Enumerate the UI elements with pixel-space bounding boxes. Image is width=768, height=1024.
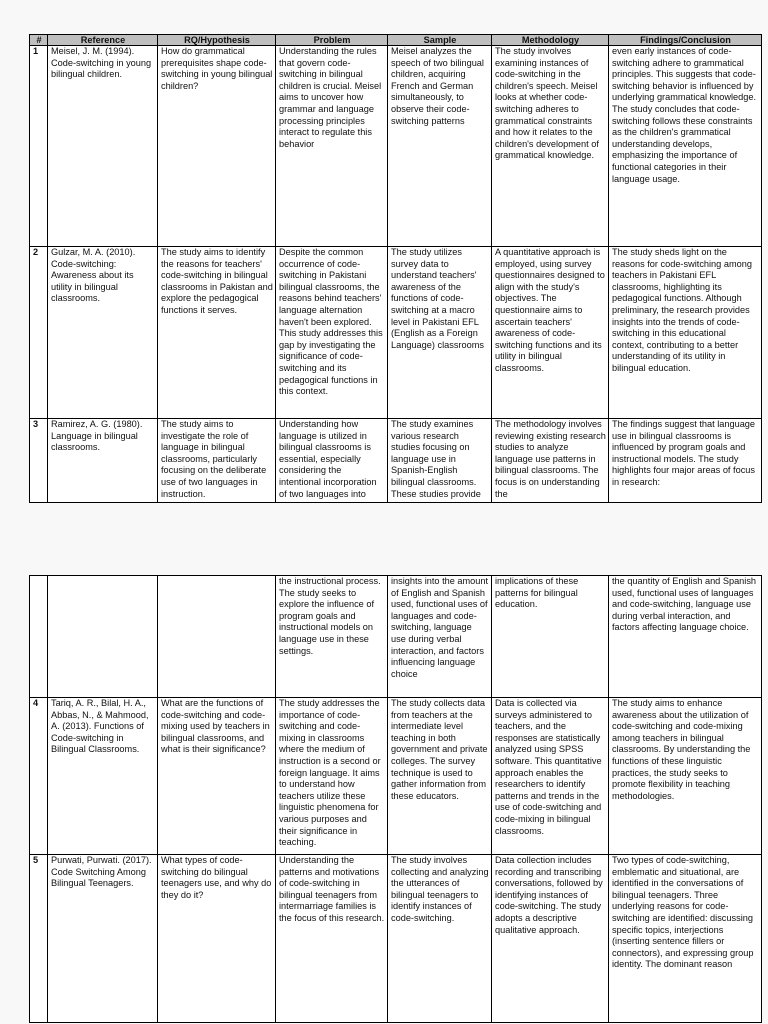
- header-sample: Sample: [388, 35, 492, 46]
- problem-cell: Understanding the rules that govern code-switching in bilingual children is crucial. Meisel aims to uncover how grammar and language processing principles interact to regulate this behavior: [276, 46, 388, 247]
- methodology-cell: The methodology involves reviewing existing research studies to analyze language use patterns in bilingual classrooms. The focus is on understanding the: [492, 419, 609, 503]
- sample-cell: The study collects data from teachers at the intermediate level teaching in both government and private colleges. The survey technique is used to gather information from these educators.: [388, 698, 492, 855]
- findings-cell: Two types of code-switching, emblematic and situational, are identified in the conversations of bilingual teenagers. Three underlying reasons for code-switching are identified: discussing specific topics, interjections (inserting sentence fillers or connectors), and expressing group identity. The dominant reason: [609, 855, 762, 1023]
- reference-cell: Ramirez, A. G. (1980). Language in bilingual classrooms.: [48, 419, 158, 503]
- header-number: #: [30, 35, 48, 46]
- reference-cell: Purwati, Purwati. (2017). Code Switching Among Bilingual Teenagers.: [48, 855, 158, 1023]
- findings-cell: even early instances of code-switching adhere to grammatical principles. This suggests that code-switching behavior is influenced by underlying grammatical knowledge. The study concludes that code-switching follows these constraints as the children's grammatical understanding develops, emphasizing the importance of functional categories in their language usage.: [609, 46, 762, 247]
- reference-cell: [48, 576, 158, 698]
- table-row-continuation: [30, 576, 762, 698]
- methodology-cell: implications of these patterns for bilingual education.: [492, 576, 609, 698]
- problem-cell: the instructional process. The study seeks to explore the influence of program goals and instructional models on language use in these settings.: [276, 576, 388, 698]
- row-number: 1: [30, 46, 48, 247]
- rq-cell: [158, 576, 276, 698]
- table-row: [30, 247, 762, 419]
- table-row: [30, 46, 762, 247]
- problem-cell: Understanding the patterns and motivations of code-switching in bilingual teenagers from intermarriage families is the focus of this research.: [276, 855, 388, 1023]
- sample-cell: The study examines various research studies focusing on language use in Spanish-English bilingual classrooms. These studies provide: [388, 419, 492, 503]
- header-methodology: Methodology: [492, 35, 609, 46]
- problem-cell: Understanding how language is utilized in bilingual classrooms is essential, especially considering the intentional incorporation of two languages into: [276, 419, 388, 503]
- table-row: [30, 698, 762, 855]
- row-number: [30, 576, 48, 698]
- literature-review-table: [29, 34, 762, 503]
- row-number: 2: [30, 247, 48, 419]
- sample-cell: The study utilizes survey data to understand teachers' awareness of the functions of code-switching at a macro level in Pakistani EFL (English as a Foreign Language) classrooms: [388, 247, 492, 419]
- methodology-cell: Data is collected via surveys administered to teachers, and the responses are statistically analyzed using SPSS software. This quantitative approach enables the researchers to identify patterns and trends in the use of code-switching and code-mixing in bilingual classrooms.: [492, 698, 609, 855]
- sample-cell: The study involves collecting and analyzing the utterances of bilingual teenagers to identify instances of code-switching.: [388, 855, 492, 1023]
- rq-cell: The study aims to investigate the role of language in bilingual classrooms, particularly focusing on the deliberate use of two languages in instruction.: [158, 419, 276, 503]
- header-reference: Reference: [48, 35, 158, 46]
- findings-cell: The findings suggest that language use in bilingual classrooms is influenced by program goals and instructional models. The study highlights four major areas of focus in research:: [609, 419, 762, 503]
- header-problem: Problem: [276, 35, 388, 46]
- table-header-row: [30, 35, 762, 46]
- sample-cell: Meisel analyzes the speech of two bilingual children, acquiring French and German simultaneously, to observe their code-switching patterns: [388, 46, 492, 247]
- reference-cell: Gulzar, M. A. (2010). Code-switching: Awareness about its utility in bilingual classrooms.: [48, 247, 158, 419]
- reference-cell: Tariq, A. R., Bilal, H. A., Abbas, N., & Mahmood, A. (2013). Functions of Code-switching in Bilingual Classrooms.: [48, 698, 158, 855]
- rq-cell: What types of code-switching do bilingual teenagers use, and why do they do it?: [158, 855, 276, 1023]
- header-findings: Findings/Conclusion: [609, 35, 762, 46]
- row-number: 4: [30, 698, 48, 855]
- literature-review-table-continued: [29, 575, 762, 1023]
- sample-cell: insights into the amount of English and Spanish used, functional uses of languages and code-switching, language use during verbal interaction, and factors influencing language choice: [388, 576, 492, 698]
- reference-cell: Meisel, J. M. (1994). Code-switching in young bilingual children.: [48, 46, 158, 247]
- header-rq-hypothesis: RQ/Hypothesis: [158, 35, 276, 46]
- table-row: [30, 855, 762, 1023]
- methodology-cell: The study involves examining instances of code-switching in the children's speech. Meisel looks at whether code-switching adheres to grammatical constraints and how it relates to the children's development of grammatical knowledge.: [492, 46, 609, 247]
- methodology-cell: A quantitative approach is employed, using survey questionnaires designed to align with the study's objectives. The questionnaire aims to ascertain teachers' awareness of code-switching functions and its utility in bilingual classrooms.: [492, 247, 609, 419]
- row-number: 3: [30, 419, 48, 503]
- row-number: 5: [30, 855, 48, 1023]
- problem-cell: Despite the common occurrence of code-switching in Pakistani bilingual classrooms, the reasons behind teachers' language alternation haven't been explored. This study addresses this gap by investigating the significance of code-switching and its pedagogical functions in this context.: [276, 247, 388, 419]
- table-row: [30, 419, 762, 503]
- rq-cell: What are the functions of code-switching and code-mixing used by teachers in bilingual classrooms, and what is their significance?: [158, 698, 276, 855]
- findings-cell: The study aims to enhance awareness about the utilization of code-switching and code-mixing among teachers in bilingual classrooms. By understanding the functions of these linguistic practices, the study seeks to promote flexibility in teaching methodologies.: [609, 698, 762, 855]
- findings-cell: the quantity of English and Spanish used, functional uses of languages and code-switching, language use during verbal interaction, and factors affecting language choice.: [609, 576, 762, 698]
- rq-cell: The study aims to identify the reasons for teachers' code-switching in bilingual classrooms in Pakistan and explore the pedagogical functions it serves.: [158, 247, 276, 419]
- methodology-cell: Data collection includes recording and transcribing conversations, followed by identifying instances of code-switching. The study adopts a descriptive qualitative approach.: [492, 855, 609, 1023]
- problem-cell: The study addresses the importance of code-switching and code-mixing in classrooms where the medium of instruction is a second or foreign language. It aims to understand how teachers utilize these linguistic phenomena for various purposes and their significance in teaching.: [276, 698, 388, 855]
- rq-cell: How do grammatical prerequisites shape code-switching in young bilingual children?: [158, 46, 276, 247]
- findings-cell: The study sheds light on the reasons for code-switching among teachers in Pakistani EFL classrooms, highlighting its pedagogical functions. Although preliminary, the research provides insights into the trends of code-switching in this educational context, contributing to a better understanding of its utility in bilingual education.: [609, 247, 762, 419]
